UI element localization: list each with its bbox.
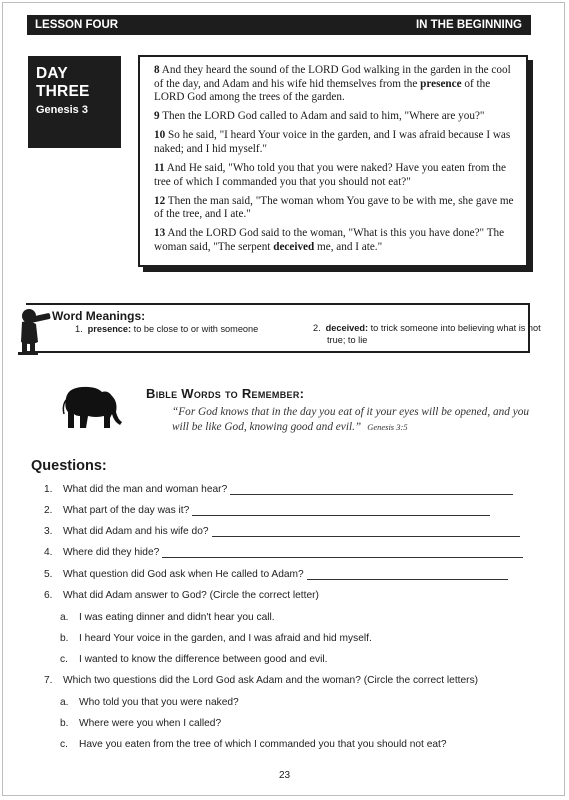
answer-line[interactable] — [230, 485, 513, 495]
scripture-passage — [138, 55, 528, 267]
question-5: 5. What question did God ask when He called to Adam? — [44, 569, 508, 580]
question-1: 1. What did the man and woman hear? — [44, 484, 513, 495]
verse: 9 Then the LORD God called to Adam and said to him, "Where are you?" — [154, 110, 485, 123]
verse: 13 And the LORD God said to the woman, "What is this you have done?" The woman said, "The serpent deceived me, and I ate." — [154, 227, 505, 254]
option-7a[interactable]: a. Who told you that you were naked? — [60, 697, 239, 708]
questions-title: Questions: — [31, 458, 107, 474]
answer-line[interactable] — [307, 570, 508, 580]
unit-title: IN THE BEGINNING — [415, 19, 522, 31]
question-6: 6. What did Adam answer to God? (Circle the correct letter) — [44, 590, 319, 601]
page-number: 23 — [278, 770, 291, 781]
bible-words-title: Bible Words to Remember: — [146, 386, 305, 401]
answer-line[interactable] — [212, 527, 520, 537]
option-6a[interactable]: a. I was eating dinner and didn't hear you call. — [60, 612, 275, 623]
option-7c[interactable]: c. Have you eaten from the tree of which I commanded you that you should not eat? — [60, 739, 447, 750]
word-meanings-title: Word Meanings: — [52, 309, 146, 323]
day-title: DAY THREE — [36, 65, 90, 100]
elephant-icon — [62, 384, 124, 430]
answer-line[interactable] — [162, 548, 523, 558]
memory-verse-reference: Genesis 3:5 — [367, 422, 408, 432]
question-4: 4. Where did they hide? — [44, 547, 523, 558]
verse: 11 And He said, "Who told you that you were naked? Have you eaten from the tree of which I commanded you that you should not eat?" — [154, 162, 506, 188]
answer-line[interactable] — [192, 506, 490, 516]
day-box — [28, 56, 121, 148]
lesson-header — [27, 15, 531, 35]
question-7: 7. Which two questions did the Lord God ask Adam and the woman? (Circle the correct letters) — [44, 675, 479, 686]
memory-verse-text: “For God knows that in the day you eat of it your eyes will be opened, and you will be like God, knowing good and evil.” — [172, 406, 530, 433]
telescope-kid-icon — [16, 302, 52, 356]
option-6b[interactable]: b. I heard Your voice in the garden, and I was afraid and hid myself. — [60, 633, 372, 644]
lesson-label: LESSON FOUR — [35, 19, 119, 31]
question-3: 3. What did Adam and his wife do? — [44, 526, 520, 537]
question-2: 2. What part of the day was it? — [44, 505, 490, 516]
verse: 8 And they heard the sound of the LORD God walking in the garden in the cool of the day, and Adam and his wife hid themselves from the presence of the LORD God among the trees of the garden. — [154, 64, 511, 104]
option-6c[interactable]: c. I wanted to know the difference between good and evil. — [60, 654, 328, 665]
verse: 10 So he said, "I heard Your voice in the garden, and I was afraid because I was naked; and I hid myself." — [154, 129, 511, 155]
word-meaning-item: 2. deceived: to trick someone into believing what is not true; to lie — [313, 323, 541, 345]
word-meaning-item: 1. presence: to be close to or with someone — [75, 324, 259, 334]
memory-verse — [172, 405, 532, 435]
day-reference: Genesis 3 — [36, 104, 88, 116]
option-7b[interactable]: b. Where were you when I called? — [60, 718, 222, 729]
verse: 12 Then the man said, "The woman whom You gave to be with me, she gave me of the tree, and I ate." — [154, 194, 514, 221]
